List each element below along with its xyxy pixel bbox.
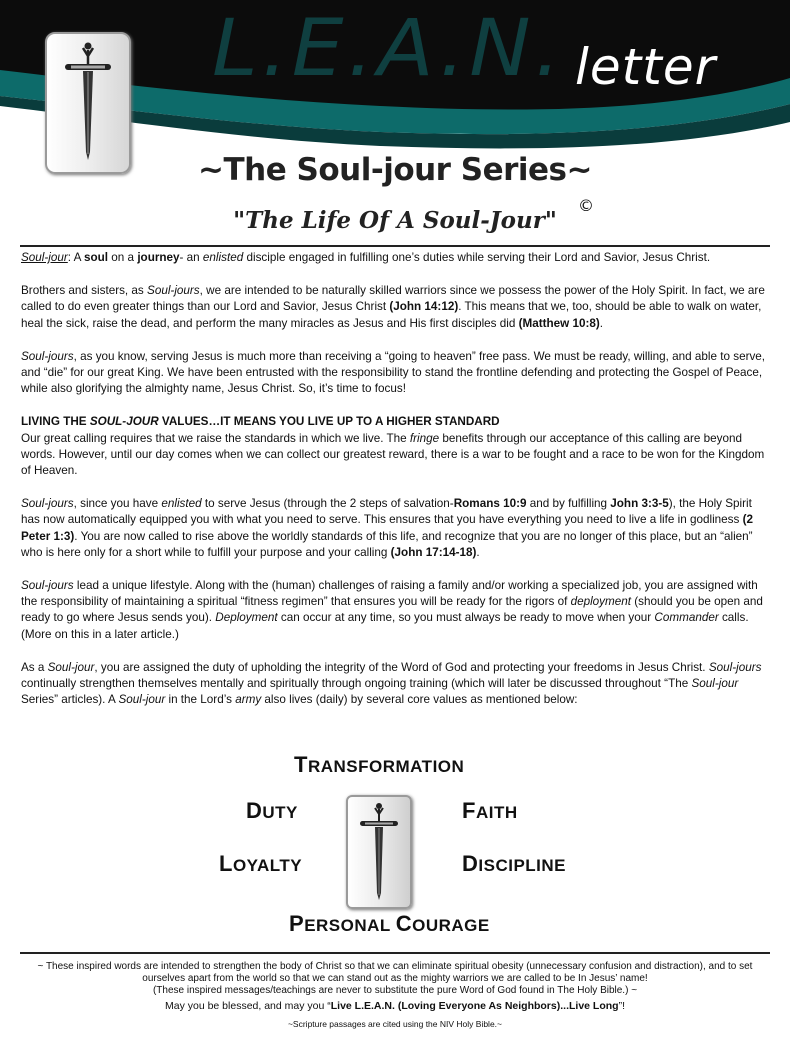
paragraph-3: Soul-jours, as you know, serving Jesus is much more than receiving a “going to heaven” free pass. We must be ready, willing, and able to serve, and “die” for our great King. We have been entrusted with the responsibility to stand the frontline defending and protecting the Gospel of Peace, while also glorifying the almighty name, Jesus Christ. So, it’s time to focus! [21,349,766,396]
footer-line-2: (These inspired messages/teachings are never to substitute the pure Word of God found in The Holy Bible.) ~ [152,985,638,996]
footer-blessing: May you be blessed, and may you “Live L.E.A.N. (Loving Everyone As Neighbors)...Live Long”! [164,1000,625,1012]
series-title: ~The Soul-jour Series~ [198,152,592,188]
brand-title: L.E.A.N. [212,2,565,95]
brand-suffix: letter [575,38,717,96]
series-subtitle: "The Life Of A Soul-Jour" [233,207,557,234]
value-loyalty: LOYALTY [219,851,303,876]
value-duty: DUTY [246,798,298,823]
section-heading: LIVING THE SOUL-JOUR VALUES…IT MEANS YOU LIVE UP TO A HIGHER STANDARD [21,415,500,429]
term: Soul-jour [21,251,68,264]
article-body [21,250,773,725]
value-discipline: DISCIPLINE [462,851,567,876]
paragraph-4: LIVING THE SOUL-JOUR VALUES…IT MEANS YOU LIVE UP TO A HIGHER STANDARD Our great calling requires that we raise the standards in which we live. The fringe benefits through our acceptance of this calling are beyond words. However, until our day comes when we can collect our greatest reward, there is a war to be fought and a race to be won for the Kingdom of Heaven. [21,415,765,478]
footer [20,961,770,1030]
header-banner [0,0,790,188]
bottom-divider [20,952,770,954]
center-sword-emblem [346,795,412,909]
paragraph-5: Soul-jours, since you have enlisted to serve Jesus (through the 2 steps of salvation-Romans 10:9 and by fulfilling John 3:3-5), the Holy Spirit has now automatically equipped you with what you need to serve. This ensures that you have everything you need to live a life in godliness (2 Peter 1:3). You are now called to rise above the worldly standards of this life, and recognize that you are no longer of this place, but an “alien” who is here only for a short while to fulfill your purpose and your calling (John 17:14-18). [21,497,754,559]
paragraph-2: Brothers and sisters, as Soul-jours, we are intended to be naturally skilled warriors since we possess the power of the Holy Spirit. In fact, we are called to do even greater things than our Lord and Savior, Jesus Christ (John 14:12). This means that we, too, should be able to walk on water, heal the sick, raise the dead, and perform the many miracles as Jesus and His first disciples did (Matthew 10:8). [21,284,765,330]
sword-icon [348,797,410,907]
value-transformation: TRANSFORMATION [294,752,465,777]
paragraph-6: Soul-jours lead a unique lifestyle. Along with the (human) challenges of raising a family and/or working a specialized job, you are assigned with the responsibility of maintaining a spiritual “fitness regimen” that ensures you will be ready for the rigors of deployment (should you be open and ready to go where Jesus sends you). Deployment can occur at any time, so you must always be ready to move when your Commander calls. (More on this in a later article.) [21,579,763,641]
definition-paragraph: Soul-jour: A soul on a journey- an enlisted disciple engaged in fulfilling one’s duties while serving their Lord and Savior, Jesus Christ. [21,251,711,264]
paragraph-7: As a Soul-jour, you are assigned the duty of upholding the integrity of the Word of God and protecting your freedoms in Jesus Christ. Soul-jours continually strengthen themselves mentally and spiritually through ongoing training (which will later be discussed throughout “The Soul-jour Series” articles). A Soul-jour in the Lord’s army also lives (daily) by several core values as mentioned below: [21,660,762,707]
footer-citation: ~Scripture passages are cited using the NIV Holy Bible.~ [287,1019,503,1029]
top-divider [20,245,770,247]
copyright-mark: © [578,196,594,215]
value-personal-courage: PERSONAL COURAGE [289,911,490,936]
footer-line-1: ~ These inspired words are intended to strengthen the body of Christ so that we can eliminate spiritual obesity (unnecessary confusion and distraction), and to set ourselves apart from the world so that we can stand out as the mighty warriors we are called to be In Jesus’ name! [37,961,753,984]
value-faith: FAITH [462,798,518,823]
